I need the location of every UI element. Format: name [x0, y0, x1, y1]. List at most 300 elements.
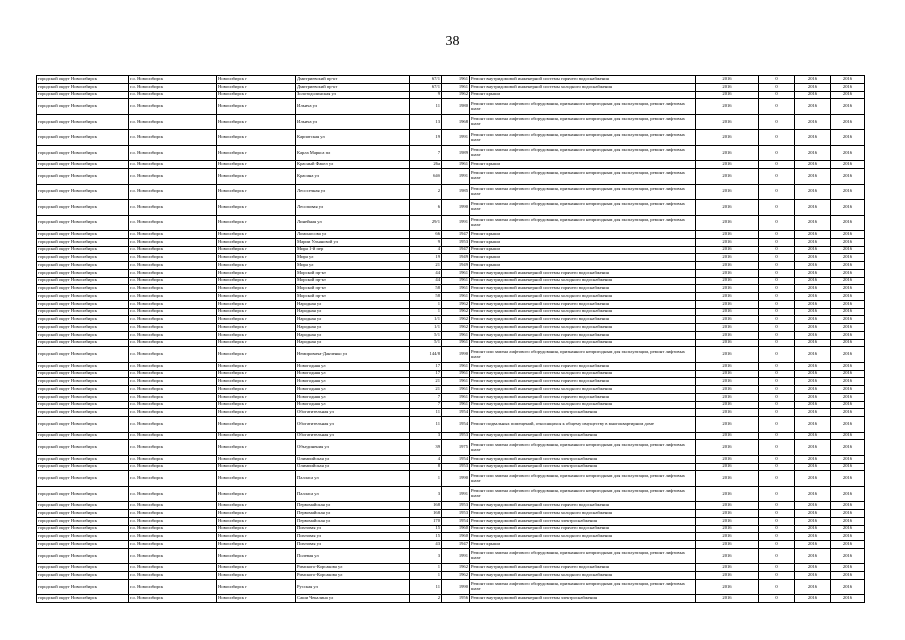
build-year-cell: 1991 — [442, 548, 470, 564]
house-number-cell: 39 — [410, 440, 442, 456]
locality-cell: Новосибирск г — [217, 579, 296, 595]
end-year-cell: 2016 — [831, 215, 865, 231]
locality-cell: Новосибирск г — [217, 254, 296, 262]
street-cell: Золотодолинская ул — [296, 91, 410, 99]
locality-cell: Новосибирск г — [217, 184, 296, 200]
build-year-cell: 1961 — [442, 386, 470, 394]
work-type-cell: Ремонт внутридомовой инженерной системы горячего водоснабжения — [470, 393, 696, 401]
work-type-cell: Ремонт внутридомовой инженерной системы холодного водоснабжения — [470, 533, 696, 541]
amount-cell: 0 — [759, 579, 795, 595]
table-row — [37, 83, 865, 91]
work-type-cell: Ремонт крыши — [470, 254, 696, 262]
table-row — [37, 99, 865, 115]
end-year-cell: 2016 — [831, 579, 865, 595]
locality-cell: Новосибирск г — [217, 564, 296, 572]
work-type-cell: Ремонт внутридомовой инженерной системы горячего водоснабжения — [470, 331, 696, 339]
municipality-cell: городской округ Новосибирск — [37, 362, 129, 370]
plan-year-cell: 2016 — [696, 517, 759, 525]
start-year-cell: 2016 — [795, 145, 831, 161]
end-year-cell: 2016 — [831, 169, 865, 185]
street-cell: Обогатительная ул — [296, 417, 410, 433]
table-row — [37, 541, 865, 549]
district-cell: г.о. Новосибирск — [129, 114, 217, 130]
plan-year-cell: 2016 — [696, 409, 759, 417]
work-type-cell: Ремонт крыши — [470, 246, 696, 254]
work-type-cell: Ремонт внутридомовой инженерной системы горячего водоснабжения — [470, 300, 696, 308]
street-cell: Палласа ул — [296, 471, 410, 487]
start-year-cell: 2016 — [795, 277, 831, 285]
street-cell: Лесосечная ул — [296, 184, 410, 200]
build-year-cell: 1949 — [442, 254, 470, 262]
district-cell: г.о. Новосибирск — [129, 463, 217, 471]
end-year-cell: 2016 — [831, 300, 865, 308]
house-number-cell: 168 — [410, 502, 442, 510]
plan-year-cell: 2016 — [696, 510, 759, 518]
start-year-cell: 2016 — [795, 417, 831, 433]
plan-year-cell: 2016 — [696, 579, 759, 595]
plan-year-cell: 2016 — [696, 378, 759, 386]
work-type-cell: Ремонт или замена лифтового оборудования, признанного непригодным для эксплуатации, ремонт лифтовых шахт — [470, 215, 696, 231]
locality-cell: Новосибирск г — [217, 308, 296, 316]
locality-cell: Новосибирск г — [217, 486, 296, 502]
end-year-cell: 2016 — [831, 184, 865, 200]
build-year-cell: 1961 — [442, 83, 470, 91]
amount-cell: 0 — [759, 386, 795, 394]
start-year-cell: 2016 — [795, 362, 831, 370]
end-year-cell: 2016 — [831, 564, 865, 572]
work-type-cell: Ремонт или замена лифтового оборудования, признанного непригодным для эксплуатации, ремонт лифтовых шахт — [470, 347, 696, 363]
locality-cell: Новосибирск г — [217, 502, 296, 510]
build-year-cell: 1961 — [442, 269, 470, 277]
locality-cell: Новосибирск г — [217, 417, 296, 433]
municipality-cell: городской округ Новосибирск — [37, 293, 129, 301]
end-year-cell: 2016 — [831, 238, 865, 246]
work-type-cell: Ремонт внутридомовой инженерной системы горячего водоснабжения — [470, 316, 696, 324]
build-year-cell: 1961 — [442, 331, 470, 339]
start-year-cell: 2016 — [795, 432, 831, 440]
start-year-cell: 2016 — [795, 331, 831, 339]
end-year-cell: 2016 — [831, 200, 865, 216]
table-row — [37, 386, 865, 394]
start-year-cell: 2016 — [795, 463, 831, 471]
table-row — [37, 324, 865, 332]
district-cell: г.о. Новосибирск — [129, 347, 217, 363]
build-year-cell: 1961 — [442, 76, 470, 84]
start-year-cell: 2016 — [795, 347, 831, 363]
municipality-cell: городской округ Новосибирск — [37, 525, 129, 533]
end-year-cell: 2016 — [831, 285, 865, 293]
district-cell: г.о. Новосибирск — [129, 285, 217, 293]
municipality-cell: городской округ Новосибирск — [37, 76, 129, 84]
house-number-cell: 11 — [410, 579, 442, 595]
locality-cell: Новосибирск г — [217, 200, 296, 216]
municipality-cell: городской округ Новосибирск — [37, 386, 129, 394]
amount-cell: 0 — [759, 83, 795, 91]
district-cell: г.о. Новосибирск — [129, 231, 217, 239]
table-row — [37, 525, 865, 533]
locality-cell: Новосибирск г — [217, 238, 296, 246]
district-cell: г.о. Новосибирск — [129, 76, 217, 84]
work-type-cell: Ремонт внутридомовой инженерной системы холодного водоснабжения — [470, 83, 696, 91]
house-number-cell: 17 — [410, 370, 442, 378]
plan-year-cell: 2016 — [696, 285, 759, 293]
start-year-cell: 2016 — [795, 595, 831, 603]
build-year-cell: 1991 — [442, 130, 470, 146]
street-cell: Народная ул — [296, 324, 410, 332]
work-type-cell: Ремонт внутридомовой инженерной системы горячего водоснабжения — [470, 564, 696, 572]
plan-year-cell: 2016 — [696, 572, 759, 580]
plan-year-cell: 2016 — [696, 262, 759, 270]
locality-cell: Новосибирск г — [217, 331, 296, 339]
house-number-cell: 19 — [410, 254, 442, 262]
street-cell: Морской пр-кт — [296, 293, 410, 301]
plan-year-cell: 2016 — [696, 339, 759, 347]
end-year-cell: 2016 — [831, 386, 865, 394]
start-year-cell: 2016 — [795, 262, 831, 270]
amount-cell: 0 — [759, 595, 795, 603]
start-year-cell: 2016 — [795, 541, 831, 549]
table-row — [37, 114, 865, 130]
plan-year-cell: 2016 — [696, 145, 759, 161]
end-year-cell: 2016 — [831, 308, 865, 316]
start-year-cell: 2016 — [795, 324, 831, 332]
municipality-cell: городской округ Новосибирск — [37, 308, 129, 316]
plan-year-cell: 2016 — [696, 215, 759, 231]
table-row — [37, 401, 865, 409]
house-number-cell: 1 — [410, 300, 442, 308]
table-row — [37, 316, 865, 324]
locality-cell: Новосибирск г — [217, 409, 296, 417]
work-type-cell: Ремонт внутридомовой инженерной системы горячего водоснабжения — [470, 378, 696, 386]
plan-year-cell: 2016 — [696, 393, 759, 401]
start-year-cell: 2016 — [795, 238, 831, 246]
work-type-cell: Ремонт внутридомовой инженерной системы холодного водоснабжения — [470, 339, 696, 347]
work-type-cell: Ремонт внутридомовой инженерной системы электроснабжения — [470, 432, 696, 440]
house-number-cell: 64б — [410, 169, 442, 185]
district-cell: г.о. Новосибирск — [129, 541, 217, 549]
plan-year-cell: 2016 — [696, 130, 759, 146]
work-type-cell: Ремонт внутридомовой инженерной системы холодного водоснабжения — [470, 324, 696, 332]
work-type-cell: Ремонт внутридомовой инженерной системы горячего водоснабжения — [470, 362, 696, 370]
amount-cell: 0 — [759, 432, 795, 440]
district-cell: г.о. Новосибирск — [129, 99, 217, 115]
house-number-cell: 67/1 — [410, 83, 442, 91]
street-cell: Карпатская ул — [296, 130, 410, 146]
street-cell: Объединения ул — [296, 440, 410, 456]
build-year-cell: 1961 — [442, 277, 470, 285]
street-cell: Обогатительная ул — [296, 409, 410, 417]
district-cell: г.о. Новосибирск — [129, 184, 217, 200]
end-year-cell: 2016 — [831, 417, 865, 433]
build-year-cell: 1956 — [442, 595, 470, 603]
amount-cell: 0 — [759, 401, 795, 409]
street-cell: Римского-Корсакова ул — [296, 564, 410, 572]
work-type-cell: Ремонт или замена лифтового оборудования, признанного непригодным для эксплуатации, ремонт лифтовых шахт — [470, 471, 696, 487]
work-type-cell: Ремонт внутридомовой инженерной системы горячего водоснабжения — [470, 285, 696, 293]
street-cell: Карла Маркса пл — [296, 145, 410, 161]
amount-cell: 0 — [759, 525, 795, 533]
table-row — [37, 440, 865, 456]
work-type-cell: Ремонт внутридомовой инженерной системы холодного водоснабжения — [470, 370, 696, 378]
build-year-cell: 1961 — [442, 293, 470, 301]
build-year-cell: 1954 — [442, 409, 470, 417]
table-row — [37, 161, 865, 169]
plan-year-cell: 2016 — [696, 184, 759, 200]
district-cell: г.о. Новосибирск — [129, 502, 217, 510]
plan-year-cell: 2016 — [696, 76, 759, 84]
street-cell: Немировича-Данченко ул — [296, 347, 410, 363]
house-number-cell: 1 — [410, 308, 442, 316]
district-cell: г.о. Новосибирск — [129, 409, 217, 417]
locality-cell: Новосибирск г — [217, 231, 296, 239]
amount-cell: 0 — [759, 502, 795, 510]
locality-cell: Новосибирск г — [217, 269, 296, 277]
locality-cell: Новосибирск г — [217, 393, 296, 401]
end-year-cell: 2016 — [831, 331, 865, 339]
house-number-cell: 43 — [410, 541, 442, 549]
table-row — [37, 231, 865, 239]
house-number-cell: 1 — [410, 572, 442, 580]
table-row — [37, 347, 865, 363]
amount-cell: 0 — [759, 564, 795, 572]
amount-cell: 0 — [759, 269, 795, 277]
district-cell: г.о. Новосибирск — [129, 455, 217, 463]
work-type-cell: Ремонт внутридомовой инженерной системы электроснабжения — [470, 595, 696, 603]
street-cell: Красный Факел ул — [296, 161, 410, 169]
district-cell: г.о. Новосибирск — [129, 572, 217, 580]
municipality-cell: городской округ Новосибирск — [37, 401, 129, 409]
district-cell: г.о. Новосибирск — [129, 269, 217, 277]
district-cell: г.о. Новосибирск — [129, 548, 217, 564]
locality-cell: Новосибирск г — [217, 262, 296, 270]
locality-cell: Новосибирск г — [217, 91, 296, 99]
amount-cell: 0 — [759, 486, 795, 502]
house-number-cell: 7 — [410, 145, 442, 161]
end-year-cell: 2016 — [831, 76, 865, 84]
work-type-cell: Ремонт или замена лифтового оборудования, признанного непригодным для эксплуатации, ремонт лифтовых шахт — [470, 114, 696, 130]
locality-cell: Новосибирск г — [217, 471, 296, 487]
table-row — [37, 595, 865, 603]
end-year-cell: 2016 — [831, 486, 865, 502]
district-cell: г.о. Новосибирск — [129, 300, 217, 308]
table-row — [37, 548, 865, 564]
amount-cell: 0 — [759, 440, 795, 456]
end-year-cell: 2016 — [831, 541, 865, 549]
house-number-cell: 3 — [410, 486, 442, 502]
table-row — [37, 76, 865, 84]
amount-cell: 0 — [759, 293, 795, 301]
municipality-cell: городской округ Новосибирск — [37, 145, 129, 161]
municipality-cell: городской округ Новосибирск — [37, 277, 129, 285]
plan-year-cell: 2016 — [696, 533, 759, 541]
house-number-cell: 9 — [410, 238, 442, 246]
amount-cell: 0 — [759, 316, 795, 324]
municipality-cell: городской округ Новосибирск — [37, 324, 129, 332]
municipality-cell: городской округ Новосибирск — [37, 316, 129, 324]
work-type-cell: Ремонт или замена лифтового оборудования, признанного непригодным для эксплуатации, ремонт лифтовых шахт — [470, 200, 696, 216]
amount-cell: 0 — [759, 231, 795, 239]
street-cell: Дмитриевский пр-кт — [296, 83, 410, 91]
municipality-cell: городской округ Новосибирск — [37, 510, 129, 518]
municipality-cell: городской округ Новосибирск — [37, 184, 129, 200]
table-row — [37, 362, 865, 370]
district-cell: г.о. Новосибирск — [129, 161, 217, 169]
table-row — [37, 417, 865, 433]
end-year-cell: 2016 — [831, 293, 865, 301]
start-year-cell: 2016 — [795, 169, 831, 185]
end-year-cell: 2016 — [831, 262, 865, 270]
amount-cell: 0 — [759, 161, 795, 169]
locality-cell: Новосибирск г — [217, 339, 296, 347]
end-year-cell: 2016 — [831, 347, 865, 363]
end-year-cell: 2016 — [831, 277, 865, 285]
district-cell: г.о. Новосибирск — [129, 200, 217, 216]
end-year-cell: 2016 — [831, 246, 865, 254]
work-type-cell: Ремонт или замена лифтового оборудования, признанного непригодным для эксплуатации, ремонт лифтовых шахт — [470, 145, 696, 161]
build-year-cell: 1991 — [442, 486, 470, 502]
build-year-cell: 1962 — [442, 308, 470, 316]
district-cell: г.о. Новосибирск — [129, 145, 217, 161]
municipality-cell: городской округ Новосибирск — [37, 83, 129, 91]
district-cell: г.о. Новосибирск — [129, 432, 217, 440]
end-year-cell: 2016 — [831, 99, 865, 115]
work-type-cell: Ремонт внутридомовой инженерной системы холодного водоснабжения — [470, 510, 696, 518]
build-year-cell: 1989 — [442, 145, 470, 161]
start-year-cell: 2016 — [795, 130, 831, 146]
table-row — [37, 471, 865, 487]
work-type-cell: Ремонт внутридомовой инженерной системы горячего водоснабжения — [470, 76, 696, 84]
street-cell: Новогодняя ул — [296, 378, 410, 386]
district-cell: г.о. Новосибирск — [129, 510, 217, 518]
table-row — [37, 262, 865, 270]
table-row — [37, 510, 865, 518]
build-year-cell: 1962 — [442, 91, 470, 99]
house-number-cell: 66 — [410, 231, 442, 239]
amount-cell: 0 — [759, 130, 795, 146]
plan-year-cell: 2016 — [696, 246, 759, 254]
start-year-cell: 2016 — [795, 99, 831, 115]
municipality-cell: городской округ Новосибирск — [37, 378, 129, 386]
amount-cell: 0 — [759, 548, 795, 564]
table-row — [37, 502, 865, 510]
municipality-cell: городской округ Новосибирск — [37, 347, 129, 363]
plan-year-cell: 2016 — [696, 277, 759, 285]
build-year-cell: 1947 — [442, 246, 470, 254]
start-year-cell: 2016 — [795, 386, 831, 394]
build-year-cell: 1980 — [442, 99, 470, 115]
amount-cell: 0 — [759, 393, 795, 401]
plan-year-cell: 2016 — [696, 525, 759, 533]
start-year-cell: 2016 — [795, 572, 831, 580]
district-cell: г.о. Новосибирск — [129, 215, 217, 231]
start-year-cell: 2016 — [795, 293, 831, 301]
start-year-cell: 2016 — [795, 579, 831, 595]
table-row — [37, 254, 865, 262]
amount-cell: 0 — [759, 91, 795, 99]
plan-year-cell: 2016 — [696, 91, 759, 99]
start-year-cell: 2016 — [795, 246, 831, 254]
locality-cell: Новосибирск г — [217, 432, 296, 440]
amount-cell: 0 — [759, 277, 795, 285]
street-cell: Дмитриевский пр-кт — [296, 76, 410, 84]
end-year-cell: 2016 — [831, 440, 865, 456]
municipality-cell: городской округ Новосибирск — [37, 572, 129, 580]
amount-cell: 0 — [759, 572, 795, 580]
build-year-cell: 1962 — [442, 300, 470, 308]
municipality-cell: городской округ Новосибирск — [37, 533, 129, 541]
end-year-cell: 2016 — [831, 533, 865, 541]
amount-cell: 0 — [759, 517, 795, 525]
amount-cell: 0 — [759, 417, 795, 433]
district-cell: г.о. Новосибирск — [129, 579, 217, 595]
table-row — [37, 331, 865, 339]
district-cell: г.о. Новосибирск — [129, 393, 217, 401]
amount-cell: 0 — [759, 533, 795, 541]
work-type-cell: Ремонт внутридомовой инженерной системы холодного водоснабжения — [470, 386, 696, 394]
amount-cell: 0 — [759, 262, 795, 270]
locality-cell: Новосибирск г — [217, 324, 296, 332]
table-row — [37, 455, 865, 463]
table-row — [37, 277, 865, 285]
district-cell: г.о. Новосибирск — [129, 262, 217, 270]
work-type-cell: Ремонт внутридомовой инженерной системы холодного водоснабжения — [470, 293, 696, 301]
end-year-cell: 2016 — [831, 339, 865, 347]
work-type-cell: Ремонт внутридомовой инженерной системы горячего водоснабжения — [470, 502, 696, 510]
work-type-cell: Ремонт или замена лифтового оборудования, признанного непригодным для эксплуатации, ремонт лифтовых шахт — [470, 99, 696, 115]
plan-year-cell: 2016 — [696, 440, 759, 456]
municipality-cell: городской округ Новосибирск — [37, 269, 129, 277]
house-number-cell: 9 — [410, 91, 442, 99]
table-row — [37, 308, 865, 316]
end-year-cell: 2016 — [831, 83, 865, 91]
street-cell: Новогодняя ул — [296, 386, 410, 394]
street-cell: Новогодняя ул — [296, 401, 410, 409]
street-cell: Мира ул — [296, 262, 410, 270]
table-row — [37, 130, 865, 146]
locality-cell: Новосибирск г — [217, 114, 296, 130]
start-year-cell: 2016 — [795, 401, 831, 409]
municipality-cell: городской округ Новосибирск — [37, 161, 129, 169]
amount-cell: 0 — [759, 471, 795, 487]
municipality-cell: городской округ Новосибирск — [37, 99, 129, 115]
municipality-cell: городской округ Новосибирск — [37, 331, 129, 339]
house-number-cell: 5/1 — [410, 331, 442, 339]
amount-cell: 0 — [759, 169, 795, 185]
build-year-cell: 1960 — [442, 525, 470, 533]
locality-cell: Новосибирск г — [217, 83, 296, 91]
work-type-cell: Ремонт крыши — [470, 238, 696, 246]
amount-cell: 0 — [759, 463, 795, 471]
municipality-cell: городской округ Новосибирск — [37, 91, 129, 99]
locality-cell: Новосибирск г — [217, 246, 296, 254]
plan-year-cell: 2016 — [696, 463, 759, 471]
table-body — [37, 76, 865, 603]
build-year-cell: 1962 — [442, 564, 470, 572]
work-type-cell: Ремонт внутридомовой инженерной системы электроснабжения — [470, 463, 696, 471]
municipality-cell: городской округ Новосибирск — [37, 285, 129, 293]
table-row — [37, 517, 865, 525]
street-cell: Морской пр-кт — [296, 269, 410, 277]
build-year-cell: 1961 — [442, 378, 470, 386]
district-cell: г.о. Новосибирск — [129, 277, 217, 285]
build-year-cell: 1991 — [442, 169, 470, 185]
build-year-cell: 1975 — [442, 440, 470, 456]
end-year-cell: 2016 — [831, 471, 865, 487]
plan-year-cell: 2016 — [696, 455, 759, 463]
district-cell: г.о. Новосибирск — [129, 238, 217, 246]
plan-year-cell: 2016 — [696, 293, 759, 301]
house-number-cell: 26а — [410, 161, 442, 169]
